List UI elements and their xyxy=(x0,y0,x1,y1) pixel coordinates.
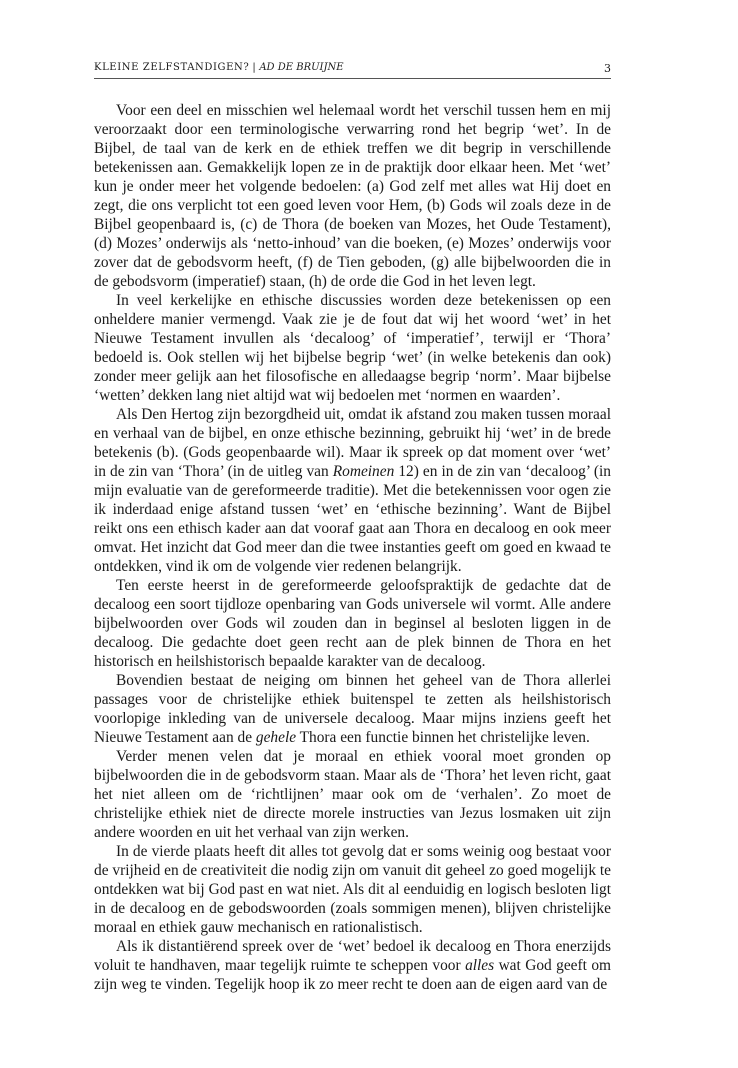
paragraph-text: wat God geeft om zijn weg te vinden. Tegelijk hoop ik zo meer recht te doen aan de eigen aard van de xyxy=(94,957,612,993)
paragraph-text: 12) en in de zin van ‘decaloog’ (in mijn evaluatie van de gereformeerde traditie). Met die betekennissen voor ogen zie ik inderdaad enige afstand tussen ‘wet’ en ‘ethische bezinning’. Want de Bijbel reikt ons een ethisch kader aan dat vooraf gaat aan Thora en decaloog en ook meer omvat. Het inzicht dat God meer dan die twee instanties geeft om goed en kwaad te ontdekken, vind ik om de volgende vier redenen belangrijk. xyxy=(94,463,611,575)
paragraph-text: Thora een functie binnen het christelijke leven. xyxy=(296,729,590,746)
paragraph-4 xyxy=(94,576,611,671)
italic-emphasis: alles xyxy=(465,957,495,974)
paragraph-text: Als Den Hertog zijn bezorgdheid uit, omdat ik afstand zou maken tussen moraal en verhaal van de bijbel, en onze ethische bezinning, gebruikt hij ‘wet’ in de brede betekenis (b). (Gods geopenbaarde wil). Maar ik spreek op dat moment over ‘wet’ in de zin van ‘Thora’ (in de uitleg van xyxy=(94,406,611,480)
paragraph-text: Ten eerste heerst in de gereformeerde geloofspraktijk de gedachte dat de decaloog een soort tijdloze openbaring van Gods universele wil vormt. Alle andere bijbelwoorden over Gods wil zouden dan in beginsel al besloten liggen in de decaloog. Die gedachte doet geen recht aan de plek binnen de Thora en het historisch en heilshistorisch bepaalde karakter van de decaloog. xyxy=(94,577,611,670)
running-title: KLEINE ZELFSTANDIGEN? xyxy=(94,62,250,73)
paragraph-1 xyxy=(94,101,611,291)
body-text xyxy=(94,101,611,994)
paragraph-5 xyxy=(94,671,611,747)
paragraph-7 xyxy=(94,842,611,937)
paragraph-text: Als ik distantiërend spreek over de ‘wet’ bedoel ik decaloog en Thora enerzijds voluit te handhaven, maar tegelijk ruimte te scheppen voor xyxy=(94,938,611,974)
running-header xyxy=(94,62,611,79)
paragraph-text: Bovendien bestaat de neiging om binnen het geheel van de Thora allerlei passages voor de christelijke ethiek buitenspel te zetten als heilshistorisch voorlopige inkleding van de universele decaloog. Maar mijns inziens geeft het Nieuwe Testament aan de xyxy=(94,672,611,746)
running-title-block xyxy=(94,62,344,73)
italic-emphasis: gehele xyxy=(255,729,297,746)
paragraph-text: Voor een deel en misschien wel helemaal wordt het verschil tussen hem en mij veroorzaakt door een terminologische verwarring rond het begrip ‘wet’. In de Bijbel, de taal van de kerk en de ethiek treffen we dit begrip in verschillende betekenissen aan. Gemakkelijk lopen ze in de praktijk door elkaar heen. Met ‘wet’ kun je onder meer het volgende bedoelen: (a) God zelf met alles wat Hij doet en zegt, die ons verplicht tot een goed leven voor Hem, (b) Gods wil zoals deze in de Bijbel geopenbaard is, (c) de Thora (de boeken van Mozes, het Oude Testament), (d) Mozes’ onderwijs als ‘netto-inhoud’ van die boeken, (e) Mozes’ onderwijs voor zover dat de gebodsvorm heeft, (f) de Tien geboden, (g) alle bijbelwoorden die in de gebodsvorm (imperatief) staan, (h) de orde die God in het leven legt. xyxy=(94,102,611,290)
paragraph-3 xyxy=(94,405,611,576)
header-author: AD DE BRUIJNE xyxy=(259,62,344,73)
paragraph-text: Verder menen velen dat je moraal en ethiek vooral moet gronden op bijbelwoorden die in de gebodsvorm staan. Maar als de ‘Thora’ het leven richt, gaat het niet alleen om de ‘richtlijnen’ maar ook om de ‘verhalen’. Zo moet de christelijke ethiek niet de directe morele instructies van Jezus losmaken uit zijn andere woorden en uit het verhaal van zijn werken. xyxy=(94,748,611,841)
paragraph-6 xyxy=(94,747,611,842)
paragraph-8 xyxy=(94,937,611,994)
italic-reference: Romeinen xyxy=(332,463,395,480)
page-number: 3 xyxy=(604,62,611,75)
paragraph-text: In veel kerkelijke en ethische discussies worden deze betekenissen op een onheldere manier vermengd. Vaak zie je de fout dat wij het woord ‘wet’ in het Nieuwe Testament invullen als ‘decaloog’ of ‘imperatief’, terwijl er ‘Thora’ bedoeld is. Ook stellen wij het bijbelse begrip ‘wet’ (in welke betekenis dan ook) zonder meer gelijk aan het filosofische en alledaagse begrip ‘norm’. Maar bijbelse ‘wetten’ dekken lang niet altijd wat wij bedoelen met ‘normen en waarden’. xyxy=(94,292,611,404)
header-separator: | xyxy=(252,62,257,73)
paragraph-2 xyxy=(94,291,611,405)
paragraph-text: In de vierde plaats heeft dit alles tot gevolg dat er soms weinig oog bestaat voor de vrijheid en de creativiteit die nodig zijn om vanuit dit geheel zo goed mogelijk te ontdekken wat bij God past en wat niet. Als dit al eenduidig en logisch besloten ligt in de decaloog en de gebodswoorden (zoals sommigen menen), blijven christelijke moraal en ethiek gauw mechanisch en rationalistisch. xyxy=(94,843,611,936)
